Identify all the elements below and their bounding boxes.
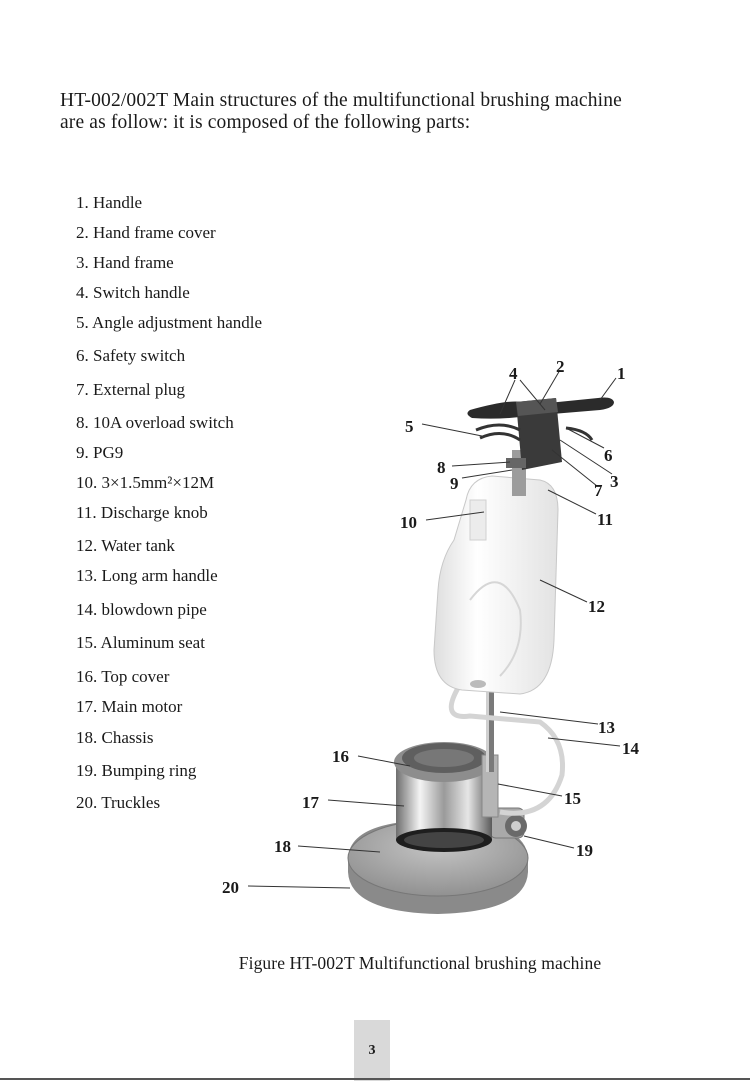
- motor-drawing: [394, 742, 494, 852]
- callout-number: 15: [564, 789, 581, 808]
- callout-number: 12: [588, 597, 605, 616]
- arm-drawing: [482, 680, 498, 817]
- part-item: 6. Safety switch: [76, 346, 186, 365]
- part-item: 11. Discharge knob: [76, 503, 208, 522]
- part-item: 8. 10A overload switch: [76, 413, 234, 432]
- callout-number: 7: [594, 481, 603, 500]
- callout-number: 17: [302, 793, 319, 812]
- part-item: 16. Top cover: [76, 667, 170, 686]
- handle-drawing: [467, 398, 614, 471]
- part-item: 15. Aluminum seat: [76, 633, 205, 652]
- tank-drawing: [434, 476, 558, 694]
- callout-number: 6: [604, 446, 613, 465]
- part-item: 10. 3×1.5mm²×12M: [76, 473, 215, 492]
- part-item: 14. blowdown pipe: [76, 600, 207, 619]
- callout-number: 5: [405, 417, 414, 436]
- callout-number: 1: [617, 364, 626, 383]
- callout-number: 13: [598, 718, 615, 737]
- part-item: 3. Hand frame: [76, 253, 174, 272]
- callout-number: 10: [400, 513, 417, 532]
- figure-caption: Figure HT-002T Multifunctional brushing machine: [238, 953, 602, 973]
- part-item: 19. Bumping ring: [76, 761, 197, 780]
- callout-number: 20: [222, 878, 239, 897]
- callout-number: 18: [274, 837, 291, 856]
- intro-line-2: are as follow: it is composed of the following parts:: [60, 112, 471, 133]
- part-item: 13. Long arm handle: [76, 566, 218, 585]
- callout-number: 3: [610, 472, 619, 491]
- part-item: 7. External plug: [76, 380, 186, 399]
- callout-number: 9: [450, 474, 459, 493]
- callout-number: 11: [597, 510, 614, 529]
- part-item: 4. Switch handle: [76, 283, 190, 302]
- part-item: 20. Truckles: [76, 793, 161, 812]
- bottom-rule: [0, 1078, 750, 1080]
- part-item: 18. Chassis: [76, 728, 154, 747]
- part-item: 9. PG9: [76, 443, 124, 462]
- part-item: 12. Water tank: [76, 536, 175, 555]
- page-number: 3: [368, 1042, 376, 1058]
- callout-number: 14: [622, 739, 639, 758]
- part-item: 5. Angle adjustment handle: [76, 313, 263, 332]
- callout-number: 8: [437, 458, 446, 477]
- callout-number: 16: [332, 747, 349, 766]
- intro-line-1: HT-002/002T Main structures of the multifunctional brushing machine: [60, 90, 622, 111]
- callout-number: 2: [556, 357, 565, 376]
- callout-number: 4: [509, 364, 518, 383]
- page-number-tab: [354, 1020, 390, 1081]
- part-item: 1. Handle: [76, 193, 143, 212]
- part-item: 17. Main motor: [76, 697, 183, 716]
- callout-number: 19: [576, 841, 593, 860]
- part-item: 2. Hand frame cover: [76, 223, 216, 242]
